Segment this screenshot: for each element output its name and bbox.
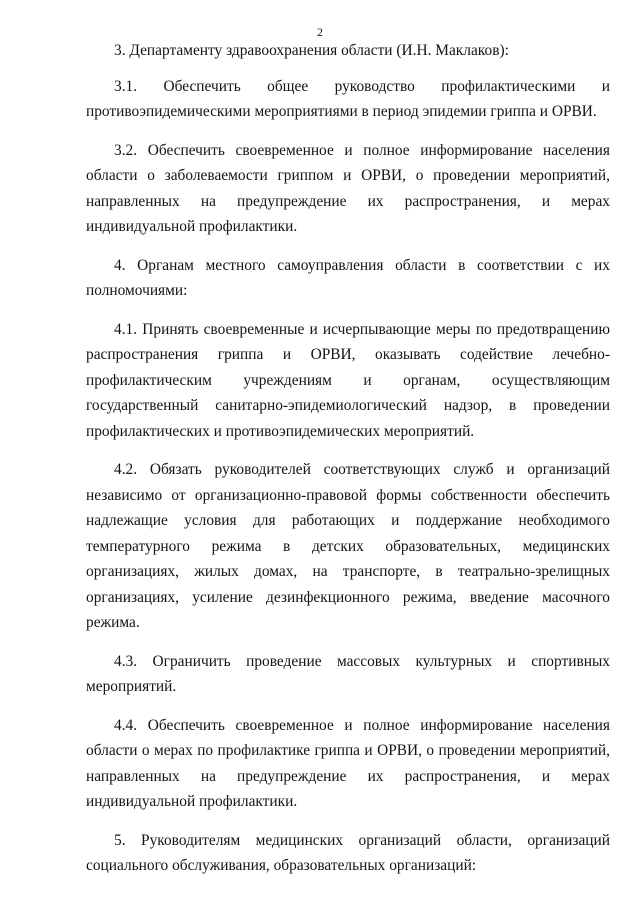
paragraph-4: 4. Органам местного самоуправления области в соответствии с их полномочиями: — [86, 256, 610, 299]
paragraph-4-1-rest: распространения гриппа и ОРВИ, оказывать содействие лечебно-профилактическим учреждениям и органам, осуществляющим государственный санитарно-эпидемиологический надзор, в проведении профилактических и противоэпидемических мероприятий. — [86, 346, 610, 440]
paragraph-4-4: 4.4. Обеспечить своевременное и полное информирование населения области о мерах по профилактике гриппа и ОРВИ, о проведении мероприятий, направленных на предупреждение их распространения, и мерах индивидуальной профилактики. — [86, 716, 610, 810]
paragraph-3: 3. Департаменту здравоохранения области (И.Н. Маклаков): — [114, 42, 509, 59]
document-body — [86, 38, 610, 879]
paragraph-4-3: 4.3. Ограничить проведение массовых культурных и спортивных мероприятий. — [86, 652, 610, 695]
page-number: 2 — [317, 25, 323, 39]
paragraph-3-1: 3.1. Обеспечить общее руководство профилактическими и противоэпидемическими мероприятиями в период эпидемии гриппа и ОРВИ. — [86, 77, 610, 120]
paragraph-4-1 — [86, 317, 610, 445]
paragraph-5: 5. Руководителям медицинских организаций области, организаций социального обслуживания, образовательных организаций: — [86, 831, 610, 874]
paragraph-3-2: 3.2. Обеспечить своевременное и полное информирование населения области о заболеваемости гриппом и ОРВИ, о проведении мероприятий, направленных на предупреждение их распространения, и мерах индивидуальной профилактики. — [86, 141, 610, 235]
paragraph-4-1-first-line: 4.1. Принять своевременные и исчерпывающие меры по предотвращению — [114, 320, 610, 338]
paragraph-4-2: 4.2. Обязать руководителей соответствующих служб и организаций независимо от организационно-правовой формы собственности обеспечить надлежащие условия для работающих и поддержание необходимого температурного режима в детских образовательных, медицинских организациях, жилых домах, на транспорте, в театрально-зрелищных организациях, усиление дезинфекционного режима, введение масочного режима. — [86, 461, 610, 631]
